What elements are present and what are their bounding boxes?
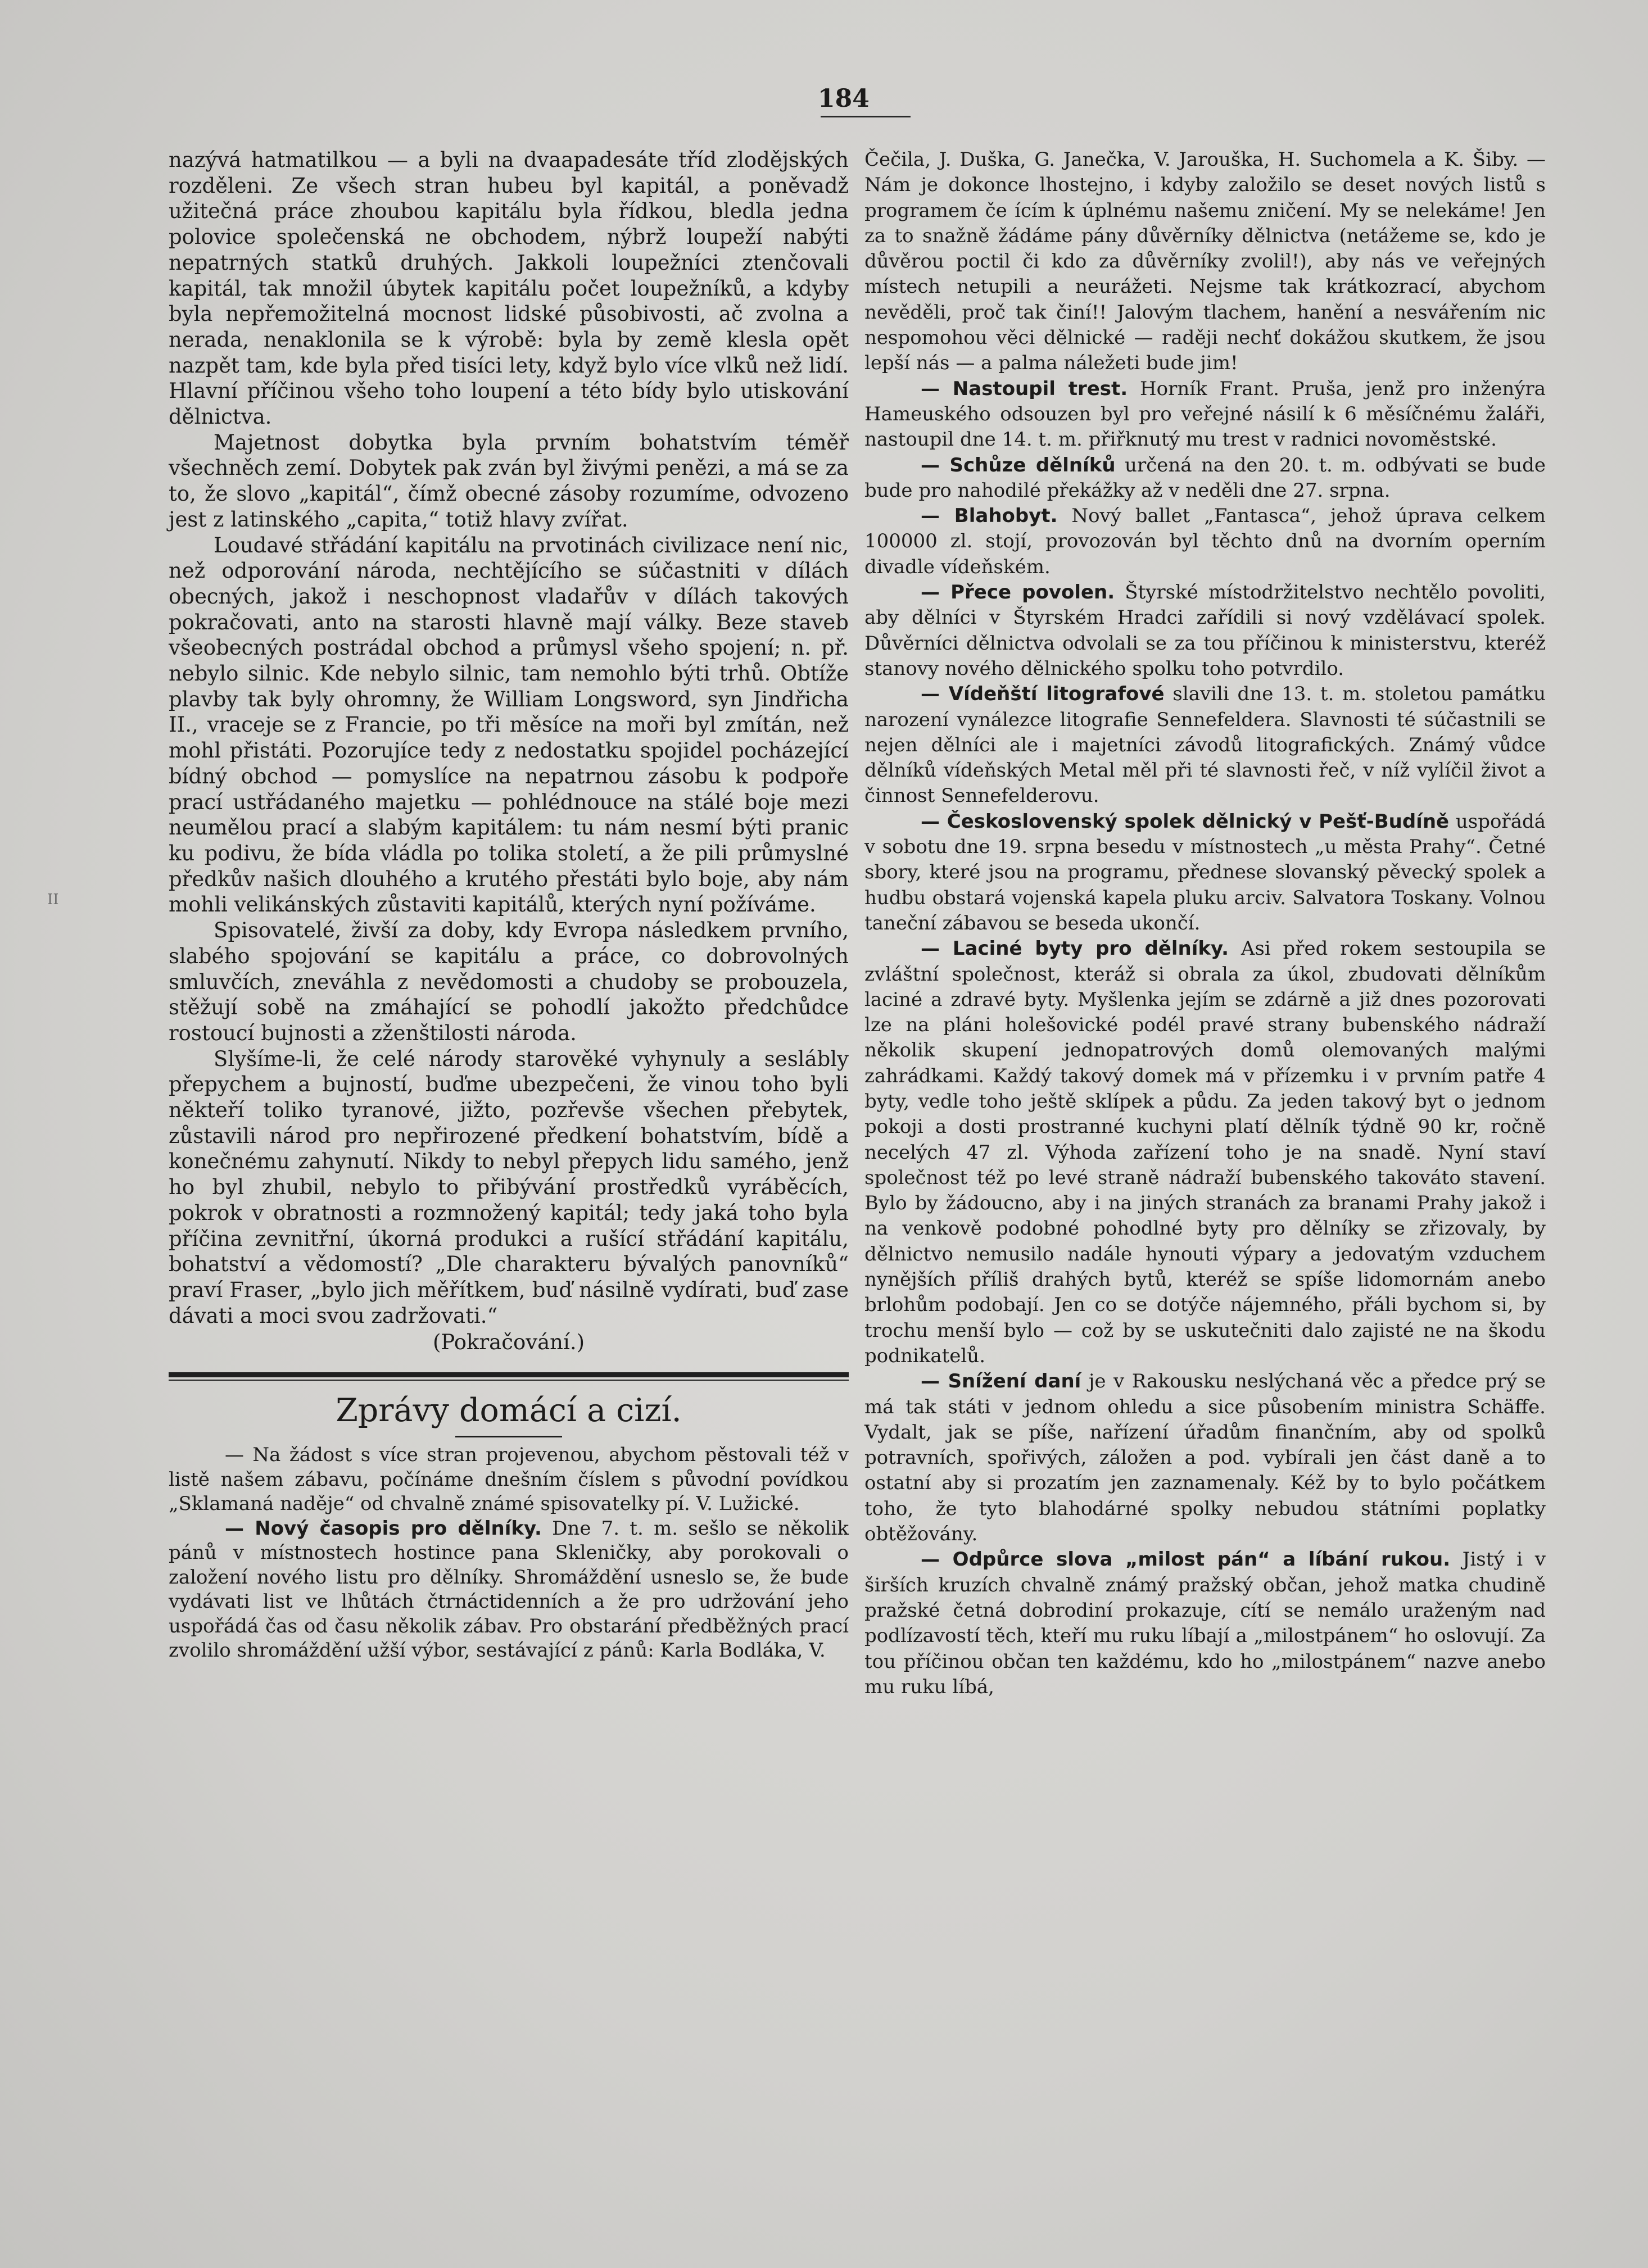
news-item [864, 936, 1546, 1369]
news-text: — Na žádost s více stran projevenou, abychom pěstovali též v listě našem zábavu, počínáme dnešním číslem s původní povídkou „Sklamaná naděje“ od chvalně známé spisovatelky pí. V. Lužické. [169, 1444, 849, 1516]
section-divider-heavy [169, 1372, 849, 1377]
page-number-rule [821, 116, 911, 117]
article-paragraph: Loudavé střádání kapitálu na prvotinách civilizace není nic, než odporování národa, nechtějícího se súčastniti v dílách obecných, jakož i neschopnost vladařův v dílách takových pokračovati, anto na starosti hlavně mají války. Beze staveb všeobecných postrádal obchod a průmysl všeho spojení; n. př. nebylo silnic. Kde nebylo silnic, tam nemohlo býti trhů. Obtíže plavby tak byly ohromny, že William Longsword, syn Jindřicha II., vraceje se z Francie, po tři měsíce na moři byl zmítán, než mohl přistáti. Pozorujíce tedy z nedostatku spojidel pocházející bídný obchod — pomyslíce na nepatrnou zásobu k podpoře prací ustřádaného majetku — pohlédnouce na stálé boje mezi neumělou prací a slabým kapitálem: tu nám nesmí býti pranic ku podivu, že bída vládla po tolika století, a že pili průmyslné předkův našich dlouhého a krutého přestáti bylo boje, aby nám mohli velikánských zůstaviti kapitálů, kterých nyní požíváme. [169, 533, 849, 917]
news-text: Dne 7. t. m. sešlo se několik pánů v místnostech hostince pana Skleničky, aby porokovali o založení nového listu pro dělníky. Shromáždění usneslo se, že bude vydávati list ve lhůtách čtrnáctidenních a že pro udržování jeho uspořádá čas od času několik zábav. Pro obstarání předběžných prací zvolilo shromáždění užší výbor, sestávající z pánů: Karla Bodláka, V. [169, 1517, 849, 1662]
article-paragraph: Spisovatelé, živší za doby, kdy Evropa následkem prvního, slabého spojování se kapitálu a práce, co dobrovolných smluvčích, zneváhla z nevědomosti a chudoby se probouzela, stěžují sobě na zmáhající se pohodlí jakožto předchůdce rostoucí bujnosti a zženštilosti národa. [169, 918, 849, 1045]
news-text: Nový ballet „Fantasca“, jehož úprava celkem 100000 zl. stojí, provozován byl těchto dnů na dvorním operním divadle vídeňském. [864, 505, 1546, 578]
news-item [169, 1443, 849, 1517]
news-headline: — Přece povolen. [921, 581, 1115, 604]
page-number: 184 [818, 84, 870, 113]
right-column [864, 147, 1546, 1700]
news-headline: — Vídeňští litografové [921, 683, 1165, 706]
news-text: Asi před rokem sestoupila se zvláštní společnost, kteráž si obrala za úkol, zbudovati dělníkům laciné a zdravé byty. Myšlenka jejím se zdárně a již dnes pozorovati lze na pláni holešovické podél pravé strany bubenského nádraží několik skupení jednopatrových domů olemovaných malými zahrádkami. Každý takový domek má v přízemku i v prvním patře 4 byty, vedle toho ještě sklípek a půdu. Za jeden takový byt o jednom pokoji a dosti prostranné kuchyni platí dělník týdně 90 kr, ročně necelých 47 zl. Výhoda zařízení toho je na snadě. Nyní staví společnost též po levé straně nádraží bubenského takováto stavení. Bylo by žádoucno, aby i na jiných stranách za branami Prahy jakož i na venkově podobné pohodlné byty pro dělníky se zřizovaly, by dělnictvo nemusilo nadále hynouti výpary a jedovatým vzduchem nynějších příliš drahých bytů, kteréž se spíše lidomornám anebo brlohům podobají. Jen co se dotýče nájemného, přáli bychom si, by trochu menší bylo — což by se uskutečniti dalo zajisté ne na škodu podnikatelů. [864, 937, 1546, 1367]
news-text: Jistý i v širších kruzích chvalně známý pražský občan, jehož matka chudině pražské četná dobrodiní prokazuje, cítí se nemálo uraženým nad podlízavostí těch, kteří mu ruku líbají a „milostpánem“ ho oslovují. Za tou příčinou občan ten každému, kdo ho „milostpánem“ nazve anebo mu ruku líbá, [864, 1548, 1546, 1698]
news-headline: — Československý spolek dělnický v Pešť-Budíně [921, 810, 1450, 833]
article-paragraph: Slyšíme-li, že celé národy starověké vyhynuly a seslábly přepychem a bujností, buďme ubezpečeni, že vinou toho byli někteří toliko tyranové, jižto, pozřevše všechen přebytek, zůstavili národ pro nepřirozené předkení bohatstvím, bídě a konečnému zahynutí. Nikdy to nebyl přepych lidu samého, jenž ho byl zhubil, nebylo to přibývání prostředků vyráběcích, pokrok v obratnosti a rozmnožený kapitál; tedy jaká toho byla příčina zevnitřní, úkorná produkci a rušící střádání kapitálu, bohatství a vědomostí? „Dle charakteru bývalých panovníků“ praví Fraser, „bylo jich měřítkem, buď násilně vydírati, buď zase dávati a moci svou zadržovati.“ [169, 1046, 849, 1328]
section-divider-thin [169, 1380, 849, 1381]
news-item [864, 453, 1546, 504]
news-headline: — Odpůrce slova „milost pán“ a líbání rukou. [921, 1548, 1451, 1571]
news-text: uspořádá v sobotu dne 19. srpna besedu v místnostech „u města Prahy“. Četné sbory, které jsou na programu, přednese slovanský pěvecký spolek a hudbu obstará vojenská kapela pluku arciv. Salvatora Toskany. Volnou taneční zábavou se beseda ukončí. [864, 810, 1546, 935]
news-item [864, 682, 1546, 809]
article-paragraph: Majetnost dobytka byla prvním bohatstvím téměř všechněch zemí. Dobytek pak zván byl živými penězi, a má se za to, že slovo „kapitál“, čímž obecné zásoby rozumíme, odvozeno jest z latinského „capita,“ totiž hlavy zvířat. [169, 430, 849, 532]
article-paragraph: nazývá hatmatilkou — a byli na dvaapadesáte tříd zlodějských rozděleni. Ze všech stran hubeu byl kapitál, a poněvadž užitečná práce zhoubou kapitálu byla řídkou, bledla jedna polovice společenská ne obchodem, nýbrž loupeží nabýti nepatrných statků druhých. Jakkoli loupežníci ztenčovali kapitál, tak množil úbytek kapitálu počet loupežníků, a kdyby byla nepřemožitelná mocnost lidské působivosti, ač zvolna a nerada, nenaklonila se k výrobě: byla by země klesla opět nazpět tam, kde byla před tisíci lety, když bylo více vlků než lidí. Hlavní příčinou všeho toho loupení a této bídy bylo utiskování dělnictva. [169, 148, 849, 429]
news-headline: — Schůze dělníků [921, 453, 1116, 477]
news-item [864, 809, 1546, 936]
section-title: Zprávy domácí a cizí. [336, 1392, 682, 1430]
section-title-rule [455, 1436, 562, 1437]
news-text: Štyrské místodržitelstvo nechtělo povoliti, aby dělníci v Štyrském Hradci zařídili si nový vzdělávací spolek. Důvěrníci dělnictva odvolali se za tou příčinou k ministerstvu, kteréž stanovy nového dělnického spolku toho potvrdilo. [864, 581, 1546, 680]
news-item [864, 1547, 1546, 1700]
left-column [169, 147, 849, 1663]
news-item [864, 1369, 1546, 1547]
margin-mark: II [47, 891, 59, 908]
news-item [169, 1517, 849, 1663]
news-headline: — Blahobyt. [921, 505, 1058, 528]
news-headline: — Laciné byty pro dělníky. [921, 937, 1229, 960]
news-item [864, 147, 1546, 377]
news-text: Čečila, J. Duška, G. Janečka, V. Jarouška, H. Suchomela a K. Šiby. — Nám je dokonce lhostejno, i kdyby založilo se deset nových listů s programem če ícím k úplnému našemu zničení. My se nelekáme! Jen za to snažně žádáme pány důvěrníky dělnictva (netážeme se, kdo je důvěrou poctil či kdo za důvěrníky zvolil!), aby nás ve veřejných místech netupili a neurážeti. Nejsme tak krátkozrací, abychom nevěděli, proč tak činí!! Jalovým tlachem, hanění a nesvářením nic nespomohou věci dělnické — raději nechť dokážou skutkem, že jsou lepší nás — a palma náležeti bude jim! [864, 148, 1546, 375]
news-headline: — Snížení daní [921, 1370, 1081, 1393]
news-text: určená na den 20. t. m. odbývati se bude bude pro nahodilé překážky až v neděli dne 27. srpna. [864, 453, 1546, 502]
news-item [864, 504, 1546, 580]
news-text: slavili dne 13. t. m. stoletou památku narození vynálezce litografie Sennefeldera. Slavnosti té súčastnili se nejen dělníci ale i majetníci závodů litografických. Známý vůdce dělníků vídeňských Metal měl při té slavnosti řeč, v níž vylíčil život a činnost Sennefelderovu. [864, 683, 1546, 808]
news-item [864, 377, 1546, 453]
continuation-note: (Pokračování.) [432, 1330, 585, 1355]
news-text: Horník Frant. Pruša, jenž pro inženýra Hameuského odsouzen byl pro veřejné násilí k 6 měsíčnému žaláři, nastoupil dne 14. t. m. přiřknutý mu trest v radnici novoměstské. [864, 377, 1546, 451]
news-text: je v Rakousku neslýchaná věc a předce prý se má tak státi v jednom ohledu a sice působením ministra Schäffe. Vydalt, jak se píše, nařízení úřadům finančním, aby od spolků potravních, spořivých, záložen a pod. vybírali jen část daně a to ostatní aby si prozatím jen zaznamenaly. Kéž by to bylo počátkem toho, že tyto blahodárné spolky nebudou státními poplatky obtěžovány. [864, 1370, 1546, 1546]
news-headline: — Nastoupil trest. [921, 377, 1128, 400]
news-headline: — Nový časopis pro dělníky. [225, 1517, 542, 1540]
news-item [864, 580, 1546, 682]
